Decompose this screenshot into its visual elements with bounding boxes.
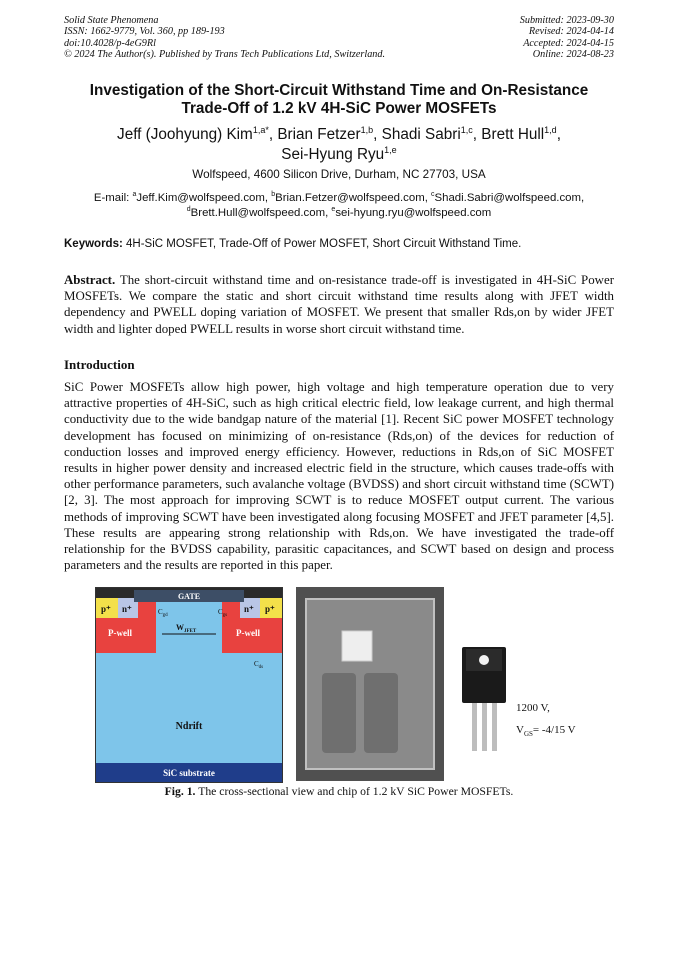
pplus-label-left: p⁺ bbox=[101, 604, 111, 614]
ndrift-label: Ndrift bbox=[175, 721, 203, 732]
substrate-label: SiC substrate bbox=[163, 768, 215, 778]
author-sep: , bbox=[556, 126, 561, 143]
introduction-text: SiC Power MOSFETs allow high power, high voltage and high temperature operation due to very attractive properties of 4H-SiC, such as high critical electric field, low leakage current, and high thermal conductivity due to the wide bandgap nature of the material [1]. Recent SiC power MOSFET technology development has focused on minimizing of on-resistance (Rds,on) of the devices for reduction of conduction losses and improved energy efficiency. However, reductions in Rds,on of SiC MOSFET results in higher power density and increased electric field in the structure, which causes trade-offs with other performance parameters, such avalanche voltage (BVDSS) and short circuit withstand time (SCWT) [2, 3]. The most approach for improving SCWT is to reduce MOSFET output current. The various methods of improving SCWT have been investigated along focusing MOSFET and JFET parameter [4,5]. These results are appearing strong relationship with Rds,on. We have investigated the trade-off relationship for the BVDSS capability, parasitic capacitances, and SCWT based on design and process parameters and the results are reported in this paper. bbox=[64, 380, 614, 573]
email-label: E-mail: bbox=[93, 192, 133, 204]
cds-sub: ds bbox=[258, 665, 264, 670]
author-name: Shadi Sabri bbox=[381, 126, 461, 143]
author-sup: 1,e bbox=[384, 145, 397, 155]
email-sup: b bbox=[271, 191, 276, 198]
cross-section-svg bbox=[96, 588, 282, 782]
author-sep: , bbox=[472, 126, 482, 143]
package-lead-2 bbox=[482, 703, 487, 751]
author-list bbox=[40, 125, 638, 165]
journal-header-left bbox=[64, 15, 385, 61]
accepted-date: Accepted: 2024-04-15 bbox=[523, 37, 614, 49]
package-lead-1 bbox=[472, 703, 477, 751]
copyright: © 2024 The Author(s). Published by Trans Tech Publications Ltd, Switzerland. bbox=[64, 49, 386, 61]
vgs-value: = -4/15 V bbox=[532, 724, 576, 736]
cgd-c: C bbox=[158, 608, 163, 616]
cgd-sub: gd bbox=[162, 613, 168, 618]
keywords-text: 4H-SiC MOSFET, Trade-Off of Power MOSFET, Short Circuit Withstand Time. bbox=[122, 238, 522, 250]
package-photo bbox=[452, 587, 612, 781]
caption-text: The cross-sectional view and chip of 1.2 kV SiC Power MOSFETs. bbox=[195, 785, 514, 798]
wjfet-sub: JFET bbox=[184, 629, 197, 634]
email-link[interactable]: Brian.Fetzer@wolfspeed.com bbox=[275, 192, 425, 204]
issn: ISSN: 1662-9779, Vol. 360, pp 189-193 bbox=[64, 26, 225, 38]
email-link[interactable]: Jeff.Kim@wolfspeed.com bbox=[136, 192, 265, 204]
vgs-v: V bbox=[516, 724, 524, 736]
abstract-text: The short-circuit withstand time and on-resistance trade-off is investigated in 4H-SiC Power MOSFETs. We compare the static and short circuit withstand time results along with JFET width dependency and PWELL doping variation of MOSFET. We present that smaller Rds,on by wider JFET width and lighter doped PWELL results in worse short circuit withstand time. bbox=[64, 273, 614, 336]
package-svg bbox=[452, 587, 612, 781]
gate-label: GATE bbox=[177, 592, 201, 601]
email-link[interactable]: Shadi.Sabri@wolfspeed.com, bbox=[434, 192, 585, 204]
nplus-label-right: n⁺ bbox=[244, 604, 254, 614]
source-finger-right bbox=[364, 673, 398, 753]
email-sup: a bbox=[132, 191, 137, 198]
cgs-sub: gs bbox=[222, 613, 228, 618]
chip-svg bbox=[296, 587, 444, 781]
author-name: Sei-Hyung Ryu bbox=[281, 146, 385, 163]
pwell-label-right: P-well bbox=[236, 628, 260, 638]
caption-label: Fig. 1. bbox=[164, 785, 196, 798]
pplus-label-right: p⁺ bbox=[265, 604, 275, 614]
author-sup: 1,c bbox=[460, 125, 473, 135]
revised-date: Revised: 2024-04-14 bbox=[528, 26, 614, 38]
introduction-heading: Introduction bbox=[64, 357, 135, 372]
journal-name: Solid State Phenomena bbox=[64, 15, 159, 26]
title-line-2: Trade-Off of 1.2 kV 4H-SiC Power MOSFETs bbox=[181, 100, 497, 117]
wjfet-w: W bbox=[176, 623, 184, 632]
affiliation: Wolfspeed, 4600 Silicon Drive, Durham, NC 27703, USA bbox=[192, 168, 486, 181]
pwell-label-left: P-well bbox=[108, 628, 132, 638]
title-line-1: Investigation of the Short-Circuit Withstand Time and On-Resistance bbox=[89, 82, 589, 99]
cgs-c: C bbox=[218, 608, 223, 616]
online-date: Online: 2024-08-23 bbox=[532, 49, 614, 61]
email-sup: d bbox=[186, 206, 191, 213]
doi: doi:10.4028/p-4eG9Rl bbox=[64, 37, 156, 49]
figure-caption bbox=[40, 785, 638, 798]
keywords-label: Keywords: bbox=[64, 238, 123, 250]
keywords bbox=[64, 238, 624, 250]
author-sep: , bbox=[268, 126, 278, 143]
cds-c: C bbox=[254, 660, 259, 668]
chip-photo bbox=[296, 587, 444, 781]
gate-pad bbox=[342, 631, 372, 661]
author-name: Jeff (Joohyung) Kim bbox=[117, 126, 253, 143]
author-sup: 1,b bbox=[360, 125, 374, 135]
vgs-sub: GS bbox=[523, 730, 533, 738]
author-sup: 1,a* bbox=[252, 125, 269, 135]
email-link[interactable]: Brett.Hull@wolfspeed.com bbox=[190, 207, 326, 219]
abstract-label: Abstract. bbox=[64, 273, 116, 287]
author-sep: , bbox=[373, 126, 382, 143]
submitted-date: Submitted: 2023-09-30 bbox=[519, 15, 614, 26]
email-sep: , bbox=[325, 207, 332, 219]
nplus-label-left: n⁺ bbox=[122, 604, 132, 614]
author-name: Brett Hull bbox=[481, 126, 545, 143]
email-sup: c bbox=[431, 191, 435, 198]
package-mount-hole bbox=[479, 655, 489, 665]
email-sup: e bbox=[331, 206, 336, 213]
cross-section-diagram bbox=[95, 587, 283, 783]
email-sep: , bbox=[424, 192, 432, 204]
source-finger-left bbox=[322, 673, 356, 753]
author-name: Brian Fetzer bbox=[277, 126, 361, 143]
author-sup: 1,d bbox=[544, 125, 557, 135]
vgs-rating bbox=[516, 724, 576, 738]
journal-header-right bbox=[520, 15, 614, 61]
package-lead-3 bbox=[492, 703, 497, 751]
voltage-rating: 1200 V, bbox=[516, 702, 550, 714]
paper-title bbox=[40, 82, 638, 118]
email-list bbox=[50, 191, 628, 221]
email-sep: , bbox=[264, 192, 272, 204]
abstract bbox=[64, 272, 614, 337]
email-link[interactable]: sei-hyung.ryu@wolfspeed.com bbox=[335, 207, 492, 219]
